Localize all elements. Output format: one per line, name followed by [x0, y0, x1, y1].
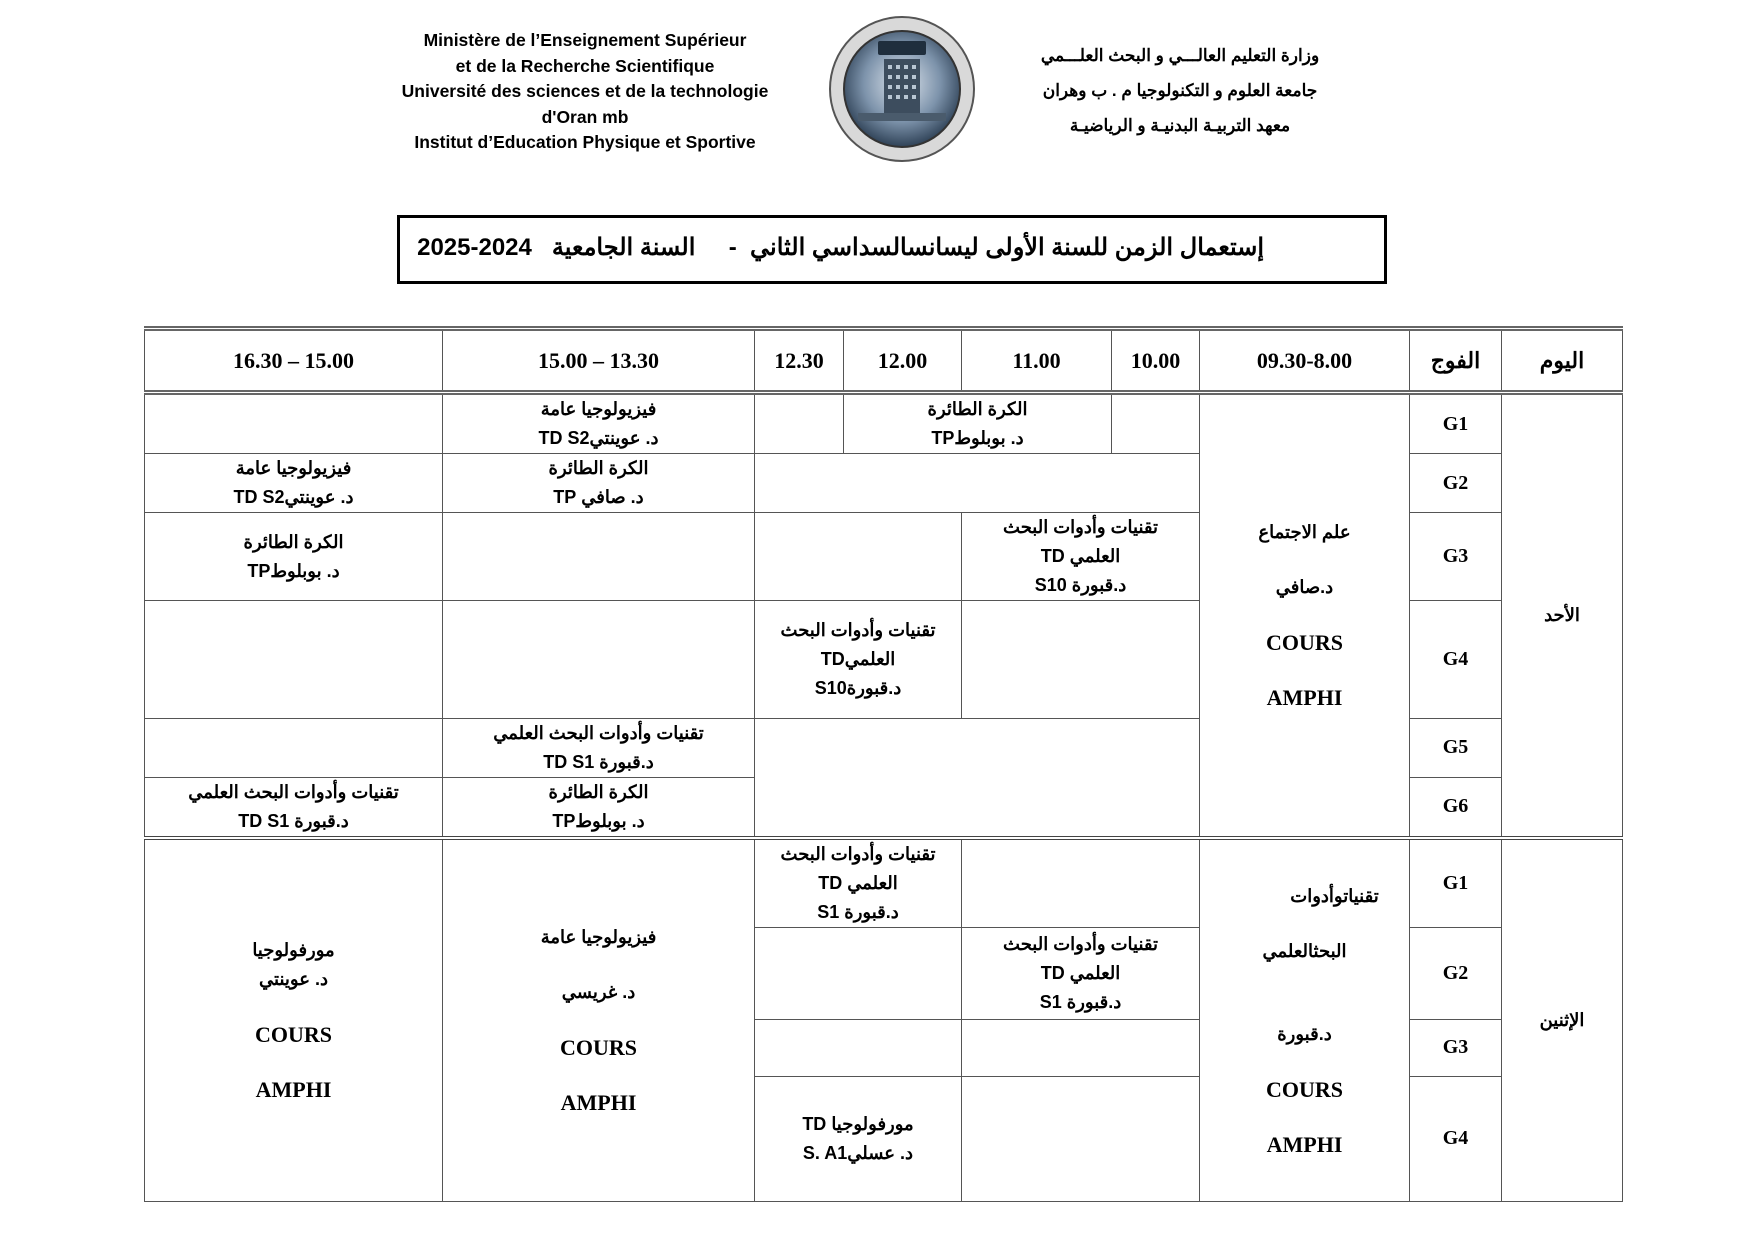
cell-empty	[755, 928, 962, 1019]
course-details: العلميTD	[820, 649, 896, 670]
cell-empty	[755, 393, 844, 454]
header-ar-line: معهد التربيـة البدنيـة و الرياضيـة	[1069, 116, 1291, 135]
course-details: د. صافي TP	[553, 487, 644, 508]
course-details: العلمي TD	[1040, 963, 1121, 984]
course-name: البحثالعلمي	[1262, 940, 1347, 961]
cell-empty	[755, 513, 962, 601]
group-label: G4	[1410, 1076, 1502, 1201]
cell-empty	[145, 718, 443, 777]
course-details: د.قبورة TD S1	[543, 751, 654, 772]
group-label: G5	[1410, 718, 1502, 777]
session-type: COURS	[559, 1035, 637, 1061]
course-details: د. عوينتيTD S2	[233, 487, 354, 508]
session-cell	[962, 513, 1200, 601]
session-type: COURS	[1265, 630, 1343, 656]
session-cell	[443, 718, 755, 777]
course-details: د. عسليS. A1	[802, 1142, 914, 1163]
session-cell	[145, 454, 443, 513]
cell-empty	[755, 454, 1200, 513]
header-time-4: 12.00	[844, 329, 962, 393]
course-name: الكرة الطائرة	[243, 531, 344, 552]
course-room: د.قبورة S1	[817, 902, 899, 923]
course-name: مورفولوجيا	[252, 940, 335, 961]
course-details: د. بوبلوطTP	[931, 428, 1024, 449]
course-details: د. بوبلوطTP	[552, 810, 645, 831]
header-fr-line: Institut d’Education Physique et Sportive	[414, 132, 756, 152]
course-name: مورفولوجيا TD	[802, 1113, 914, 1134]
timetable	[144, 326, 1623, 1202]
group-label: G4	[1410, 601, 1502, 718]
lecture-cell	[1200, 393, 1410, 838]
header-time-5: 12.30	[755, 329, 844, 393]
cell-empty	[145, 601, 443, 718]
room: AMPHI	[560, 1090, 637, 1116]
header-french	[395, 28, 775, 156]
group-label: G1	[1410, 838, 1502, 928]
cell-empty	[962, 601, 1200, 718]
header-day: اليوم	[1502, 329, 1623, 393]
course-room: د.قبورة S1	[1039, 992, 1122, 1013]
course-details: د. عوينتيTD S2	[538, 428, 659, 449]
group-label: G1	[1410, 393, 1502, 454]
cell-empty	[145, 393, 443, 454]
lecture-cell	[443, 838, 755, 1202]
course-name: تقنيات وأدوات البحث العلمي	[493, 722, 704, 743]
cell-empty	[443, 513, 755, 601]
cell-empty	[962, 1019, 1200, 1076]
day-monday: الإثنين	[1502, 838, 1623, 1202]
cell-empty	[1112, 393, 1200, 454]
lecturer: د. غريسي	[561, 982, 636, 1003]
header-time-1: 09.30-8.00	[1200, 329, 1410, 393]
session-cell	[443, 454, 755, 513]
course-details: العلمي TD	[818, 873, 898, 894]
lecture-cell	[145, 838, 443, 1202]
course-room: د.قبورةS10	[814, 678, 902, 699]
header-time-3: 11.00	[962, 329, 1112, 393]
course-name: فيزيولوجيا عامة	[540, 927, 657, 948]
schedule-title-box	[397, 215, 1387, 284]
room: AMPHI	[1266, 1131, 1343, 1157]
header-ar-line: وزارة التعليم العالـــي و البحث العلـــمي	[1040, 46, 1320, 65]
session-cell	[145, 777, 443, 838]
header-time-7: 16.30 – 15.00	[145, 329, 443, 393]
header-fr-line: Ministère de l’Enseignement Supérieur	[423, 30, 747, 50]
group-label: G6	[1410, 777, 1502, 838]
course-details: العلمي TD	[1040, 546, 1121, 567]
cell-empty	[962, 1076, 1200, 1201]
session-type: COURS	[1265, 1076, 1343, 1102]
header-fr-line: Université des sciences et de la technologie	[401, 81, 769, 101]
course-room: د.قبورة S10	[1034, 575, 1127, 596]
session-cell	[443, 777, 755, 838]
group-label: G2	[1410, 454, 1502, 513]
header-group: الفوج	[1410, 329, 1502, 393]
course-name: تقنيات وأدوات البحث	[1003, 934, 1158, 955]
cell-empty	[443, 601, 755, 718]
lecture-cell	[1200, 838, 1410, 1202]
lecturer: د.قبورة	[1277, 1023, 1332, 1044]
header-time-6: 15.00 – 13.30	[443, 329, 755, 393]
course-name: تقنيات وأدوات البحث	[780, 844, 936, 865]
course-name: الكرة الطائرة	[548, 458, 649, 479]
session-cell	[755, 838, 962, 928]
room: AMPHI	[255, 1077, 332, 1103]
session-cell	[844, 393, 1112, 454]
session-cell	[962, 928, 1200, 1019]
session-type: COURS	[254, 1022, 332, 1048]
schedule-title: إستعمال الزمن للسنة الأولى ليسانسالسداسي الثاني - السنة الجامعية 2024-2025	[417, 234, 1264, 261]
lecturer: د.صافي	[1275, 577, 1334, 598]
course-name: علم الاجتماع	[1258, 522, 1351, 543]
course-details: د.قبورة TD S1	[238, 810, 349, 831]
header-time-2: 10.00	[1112, 329, 1200, 393]
lecturer: د. عوينتي	[259, 969, 328, 990]
day-sunday: الأحد	[1502, 393, 1623, 838]
session-cell	[145, 513, 443, 601]
course-name: الكرة الطائرة	[927, 399, 1028, 420]
header-fr-line: et de la Recherche Scientifique	[455, 55, 715, 76]
cell-empty	[755, 1019, 962, 1076]
university-logo	[828, 15, 976, 163]
session-cell	[755, 601, 962, 718]
header-ar-line: جامعة العلوم و التكنولوجيا م . ب وهران	[1042, 81, 1318, 100]
cell-empty	[962, 838, 1200, 928]
course-name: تقنيات وأدوات البحث	[1003, 517, 1158, 538]
course-name: فيزيولوجيا عامة	[540, 399, 657, 420]
course-name: تقنيات وأدوات البحث العلمي	[188, 781, 399, 802]
session-cell	[443, 393, 755, 454]
cell-empty	[755, 718, 1200, 838]
session-cell	[755, 1076, 962, 1201]
course-name: تقنيات وأدوات البحث	[780, 620, 936, 641]
course-name: فيزيولوجيا عامة	[235, 458, 352, 479]
course-name: تقنياتوأدوات	[1290, 885, 1379, 906]
course-name: الكرة الطائرة	[548, 781, 649, 802]
course-details: د. بوبلوطTP	[247, 560, 340, 581]
header-fr-line: d'Oran mb	[541, 106, 629, 127]
header-arabic	[995, 38, 1365, 143]
group-label: G2	[1410, 928, 1502, 1019]
room: AMPHI	[1266, 685, 1343, 711]
group-label: G3	[1410, 1019, 1502, 1076]
group-label: G3	[1410, 513, 1502, 601]
